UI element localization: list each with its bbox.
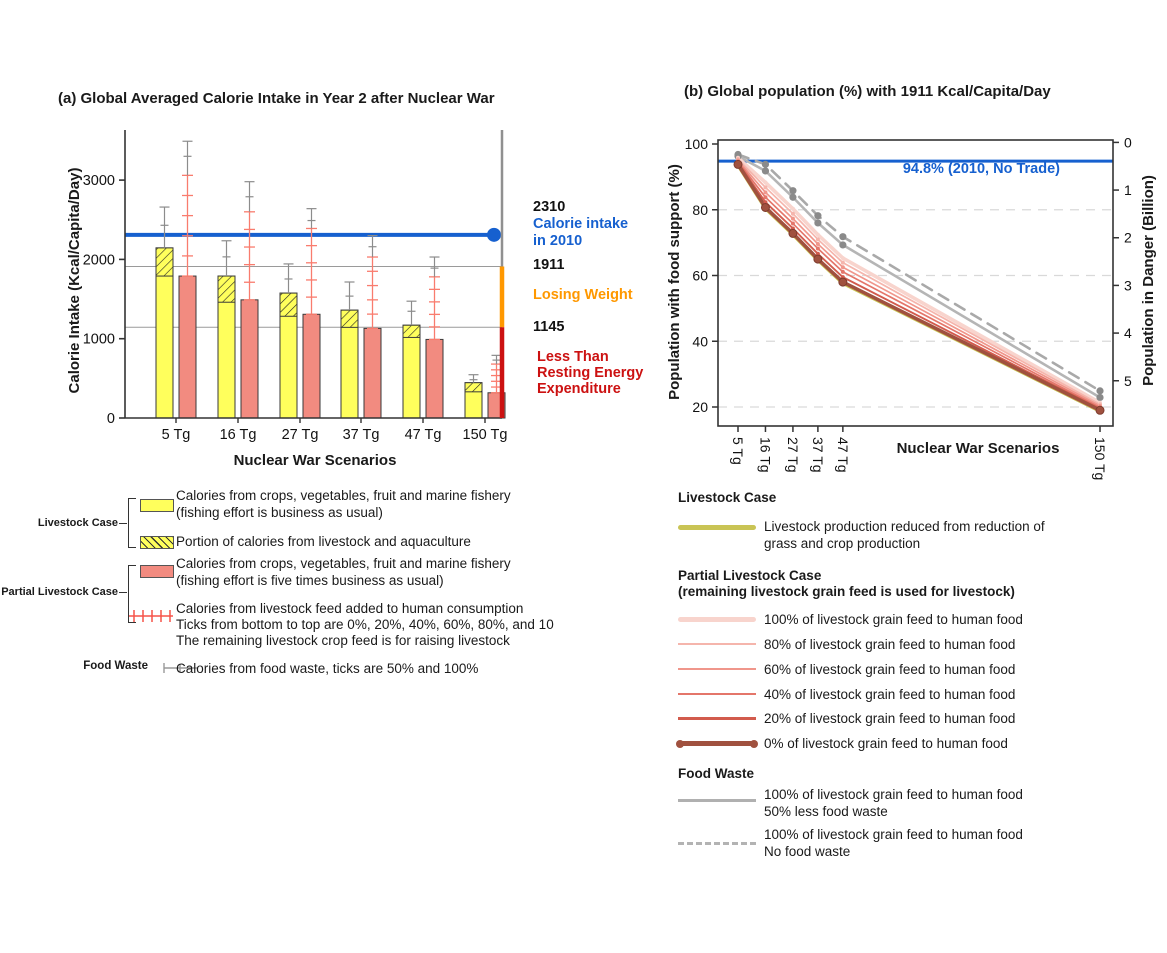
svg-text:47 Tg: 47 Tg [834, 437, 851, 473]
panel-b-ref-label: 94.8% (2010, No Trade) [902, 161, 1060, 177]
annotation-1911-value: 1911 [533, 257, 565, 273]
legend-b-fw-solid-line2: 50% less food waste [764, 804, 888, 819]
legend-a-foodwaste-text: Calories from food waste, ticks are 50% and 100% [176, 661, 479, 676]
pink-bar-swatch [140, 565, 174, 578]
gray-solid-line-swatch [678, 799, 756, 802]
svg-text:5: 5 [1124, 372, 1132, 389]
svg-text:150 Tg: 150 Tg [1092, 437, 1109, 481]
legend-b-entry-0: 0% of livestock grain feed to human food [764, 736, 1008, 751]
legend-a-crops-bau [176, 487, 511, 521]
legend-a-feed-line1: Calories from livestock feed added to human consumption [176, 601, 524, 616]
p80-line-swatch [678, 643, 756, 645]
panel-a-xlabel: Nuclear War Scenarios [233, 452, 397, 469]
legend-b-entry-20: 20% of livestock grain feed to human food [764, 711, 1016, 726]
svg-text:60: 60 [692, 267, 708, 284]
legend-b-entry-100: 100% of livestock grain feed to human food [764, 612, 1023, 627]
p20-line-swatch [678, 717, 756, 720]
svg-text:1: 1 [1124, 182, 1132, 199]
legend-b-partial-header [678, 568, 1015, 600]
svg-text:2: 2 [1124, 229, 1132, 246]
marker-dot [676, 740, 684, 748]
legend-a-feed [176, 601, 554, 649]
legend-b-fw-solid-line1: 100% of livestock grain feed to human food [764, 787, 1023, 802]
legend-a-crops-bau-line1: Calories from crops, vegetables, fruit and marine fishery [176, 488, 511, 503]
legend-a-crops-5x [176, 555, 511, 589]
panel-a-chart [20, 80, 660, 480]
legend-a-foodwaste-header: Food Waste [83, 660, 148, 672]
legend-b-livestock-header: Livestock Case [678, 490, 777, 505]
annotation-2310-line2: in 2010 [533, 233, 583, 249]
svg-text:150 Tg: 150 Tg [462, 427, 508, 443]
svg-text:16 Tg: 16 Tg [757, 437, 774, 473]
svg-text:0: 0 [106, 411, 115, 427]
legend-a-crops-5x-line2: (fishing effort is five times business as usual) [176, 573, 444, 588]
legend-a-portion-livestock: Portion of calories from livestock and aquaculture [176, 534, 471, 549]
svg-text:2000: 2000 [82, 252, 115, 269]
legend-a-bracket1 [128, 498, 136, 548]
svg-text:37 Tg: 37 Tg [342, 427, 380, 443]
legend-b-entry-40: 40% of livestock grain feed to human food [764, 687, 1016, 702]
annotation-resting-energy [537, 349, 643, 397]
legend-a-feed-line2: Ticks from bottom to top are 0%, 20%, 40%, 60%, 80%, and 10 [176, 617, 554, 632]
svg-text:27 Tg: 27 Tg [784, 437, 801, 473]
svg-text:20: 20 [692, 399, 708, 415]
legend-b-livestock-text [764, 518, 1045, 552]
svg-text:100: 100 [684, 136, 708, 152]
legend-a-feed-line3: The remaining livestock crop feed is for raising livestock [176, 633, 510, 648]
legend-a-crops-5x-line1: Calories from crops, vegetables, fruit and marine fishery [176, 556, 511, 571]
panel-a-ylabel: Calorie Intake (Kcal/Capita/Day) [66, 167, 83, 394]
annotation-1145-line1: Less Than [537, 349, 609, 365]
svg-text:47 Tg: 47 Tg [404, 427, 442, 443]
svg-text:1000: 1000 [82, 331, 115, 348]
svg-text:0: 0 [1124, 134, 1132, 151]
legend-b-fw-dashed-text [764, 826, 1023, 860]
svg-text:5 Tg: 5 Tg [161, 427, 191, 443]
annotation-2310 [533, 199, 628, 250]
legend-a-bracket2-stub [119, 592, 127, 593]
legend-b-livestock-line1: Livestock production reduced from reduction of [764, 519, 1045, 534]
annotation-2310-value: 2310 [533, 199, 566, 215]
annotation-2310-line1: Calorie intake [533, 216, 629, 232]
legend-b-fw-dashed-line2: No food waste [764, 844, 851, 859]
legend-b-foodwaste-header: Food Waste [678, 766, 754, 781]
gray-dashed-line-swatch [678, 842, 756, 845]
yellow-bar-swatch [140, 499, 174, 512]
legend-a-livestock-header: Livestock Case [37, 517, 118, 529]
panel-b-chart [660, 80, 1167, 500]
panel-a-title: (a) Global Averaged Calorie Intake in Year 2 after Nuclear War [58, 90, 495, 107]
svg-text:27 Tg: 27 Tg [281, 427, 319, 443]
legend-b-entry-60: 60% of livestock grain feed to human food [764, 662, 1016, 677]
legend-b-fw-dashed-line1: 100% of livestock grain feed to human food [764, 827, 1023, 842]
legend-b-fw-solid-text [764, 786, 1023, 820]
p40-line-swatch [678, 693, 756, 695]
svg-text:3000: 3000 [82, 173, 115, 190]
annotation-1145-value: 1145 [533, 319, 565, 335]
svg-text:40: 40 [692, 333, 708, 350]
annotation-1145-line3: Expenditure [537, 381, 621, 397]
annotation-losing-weight: Losing Weight [533, 287, 633, 303]
svg-text:16 Tg: 16 Tg [219, 427, 257, 443]
legend-b-entry-80: 80% of livestock grain feed to human food [764, 637, 1016, 652]
p100-line-swatch [678, 617, 756, 622]
legend-b-livestock-line2: grass and crop production [764, 536, 921, 551]
red-ticks-swatch [127, 606, 177, 626]
legend-a-crops-bau-line2: (fishing effort is business as usual) [176, 505, 383, 520]
svg-text:80: 80 [692, 201, 708, 218]
panel-b-xlabel: Nuclear War Scenarios [896, 440, 1060, 457]
livestock-line-swatch [678, 525, 756, 530]
annotation-1145-line2: Resting Energy [537, 365, 644, 381]
legend-b-partial-header-line1: Partial Livestock Case [678, 568, 822, 583]
svg-text:4: 4 [1124, 325, 1132, 342]
panel-b-ylabel-left: Population with food support (%) [666, 164, 683, 400]
svg-text:3: 3 [1124, 277, 1132, 294]
panel-b-title: (b) Global population (%) with 1911 Kcal/Capita/Day [684, 83, 1051, 100]
svg-text:5 Tg: 5 Tg [730, 437, 746, 465]
marker-dot [750, 740, 758, 748]
p60-line-swatch [678, 668, 756, 670]
legend-a-partial-header: Partial Livestock Case [1, 586, 118, 598]
legend-a-bracket1-stub [119, 523, 127, 524]
p0-line-swatch [678, 741, 756, 746]
yellow-hatched-bar-swatch [140, 536, 174, 549]
legend-b-partial-header-line2: (remaining livestock grain feed is used for livestock) [678, 584, 1015, 599]
svg-text:37 Tg: 37 Tg [809, 437, 826, 473]
panel-b-ylabel-right: Population in Danger (Billion) [1140, 175, 1157, 386]
